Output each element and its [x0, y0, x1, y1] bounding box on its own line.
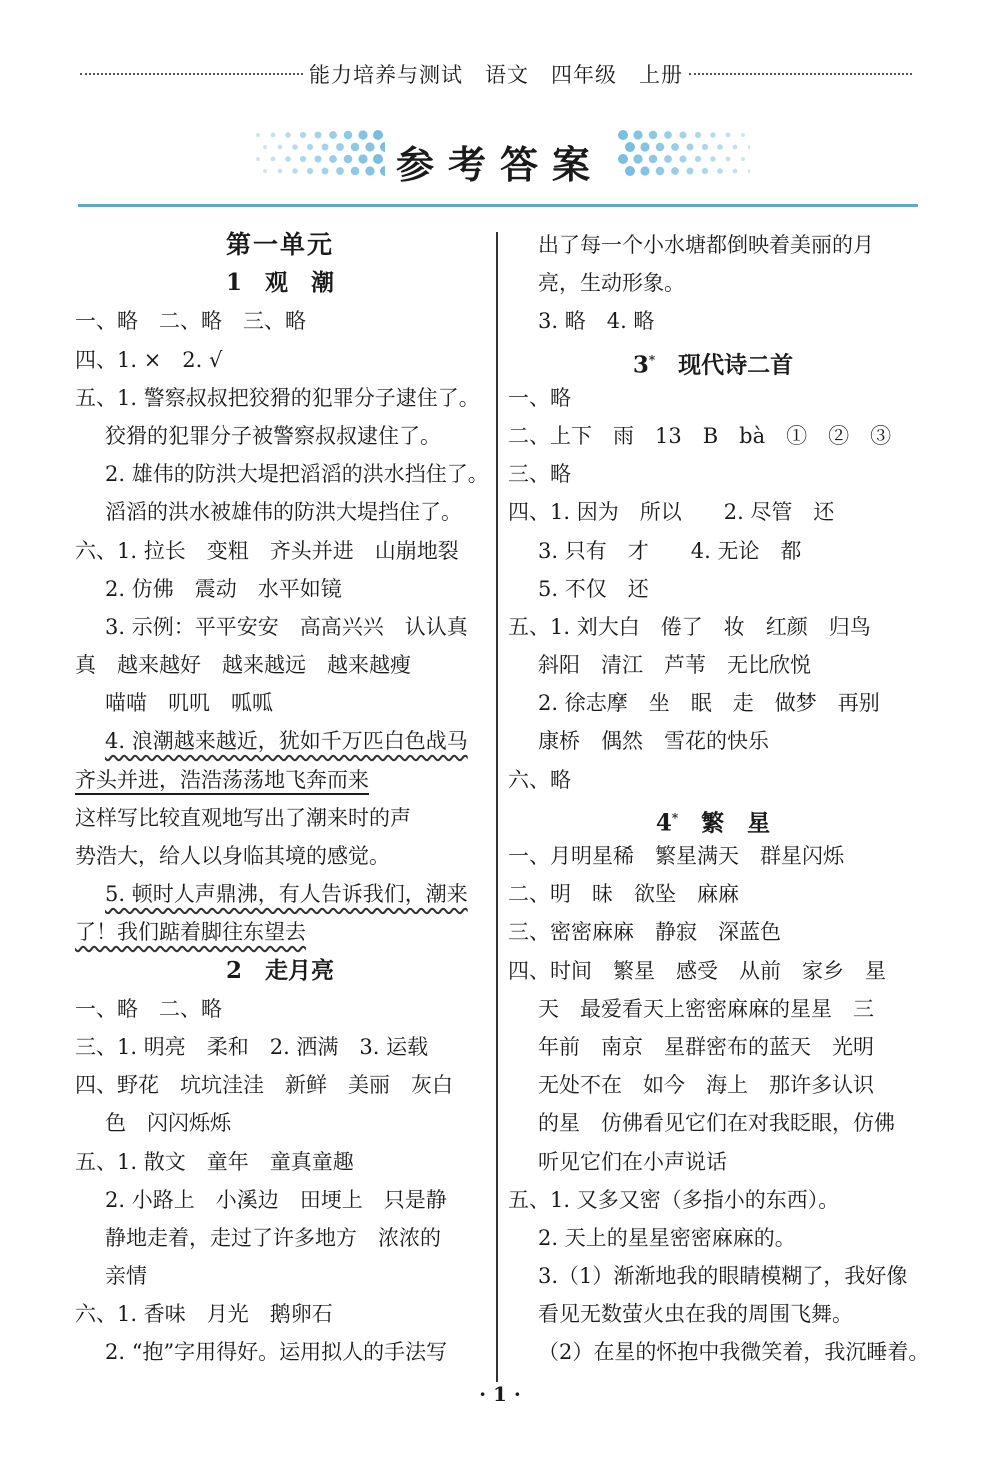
answer-line: 六、1. 拉长 变粗 齐头并进 山崩地裂: [75, 538, 459, 563]
title-banner: [240, 120, 760, 195]
answer-line: 四、1. 因为 所以 2. 尽管 还: [508, 500, 835, 525]
answer-line: 一、略 二、略 三、略: [75, 309, 306, 334]
decorative-dot: [625, 166, 635, 176]
decorative-dot: [695, 132, 701, 138]
header-dots-right: [689, 73, 912, 75]
answer-line: 势浩大，给人以身临其境的感觉。: [75, 844, 390, 868]
answer-line: 5. 不仅 还: [538, 576, 649, 601]
answer-line: 2. 仿佛 震动 水平如镜: [105, 576, 342, 601]
decorative-dot: [680, 156, 687, 163]
decorative-dot: [640, 142, 649, 151]
answer-line: 五、1. 刘大白 倦了 妆 红颜 归鸟: [508, 614, 871, 639]
answer-line: 2. 小路上 小溪边 田埂上 只是静: [105, 1187, 447, 1212]
decorative-dot: [671, 143, 679, 151]
answer-line: 四、1. × 2. √: [75, 347, 223, 372]
underlined-sentence: 齐头并进，浩浩荡荡地飞奔而来: [75, 767, 369, 792]
answer-line: [75, 875, 485, 913]
answer-line: 的星 仿佛看见它们在对我眨眼，仿佛: [538, 1111, 895, 1136]
underlined-sentence: 5. 顿时人声鼎沸，有人告诉我们，潮来: [105, 882, 468, 907]
page-number: · 1 ·: [479, 1382, 521, 1406]
answer-line: 四、野花 坑坑洼洼 新鲜 美丽 灰白: [75, 1073, 453, 1098]
answer-line: 五、1. 警察叔叔把狡猾的犯罪分子逮住了。: [75, 385, 480, 410]
decorative-dot: [687, 144, 694, 151]
decorative-dot: [633, 154, 642, 163]
decorative-dot: [733, 169, 738, 174]
answer-line: 一、略: [508, 385, 571, 410]
decorative-dot: [680, 132, 687, 139]
lesson-number: 3: [632, 351, 649, 379]
answer-line: 三、1. 明亮 柔和 2. 洒满 3. 运载: [75, 1034, 429, 1059]
decorative-dot: [671, 167, 679, 175]
page-header: [80, 58, 912, 90]
decorative-dot: [741, 133, 745, 137]
answer-line: 3.（1）渐渐地我的眼睛模糊了，我好像: [538, 1264, 908, 1289]
underlined-sentence: 4. 浪潮越来越近，犹如千万匹白色战马: [105, 729, 468, 754]
answer-line: 斜阳 清江 芦苇 无比欣悦: [538, 653, 811, 678]
answer-line: 2. 雄伟的防洪大堤把滔滔的洪水挡住了。: [105, 462, 489, 487]
answer-line: 看见无数萤火虫在我的周围飞舞。: [538, 1302, 853, 1327]
title-rule: [78, 204, 918, 207]
decorative-dot: [664, 155, 672, 163]
decorative-dot: [656, 143, 665, 152]
decorative-dot: [710, 156, 716, 162]
optional-mark: *: [671, 810, 679, 825]
answer-line: 静地走着，走过了许多地方 浓浓的: [105, 1225, 441, 1250]
answer-line: 狡猾的犯罪分子被警察叔叔逮住了。: [105, 423, 441, 448]
answer-line: [75, 761, 485, 799]
optional-mark: *: [648, 352, 656, 367]
answer-line: 真 越来越好 越来越远 越来越瘦: [75, 653, 411, 678]
answer-line: 三、略: [508, 462, 571, 487]
decorative-dot: [702, 144, 708, 150]
unit-heading: 第一单元: [225, 230, 334, 259]
answer-line: 色 闪闪烁烁: [105, 1111, 231, 1136]
decorative-dots-right: [615, 128, 750, 180]
answer-line: 四、时间 繁星 感受 从前 家乡 星: [508, 958, 886, 983]
answer-line: 3. 示例：平平安安 高高兴兴 认认真: [105, 614, 468, 639]
column-divider: [496, 232, 498, 1382]
lesson-title: 现代诗二首: [655, 351, 794, 379]
header-text: 能力培养与测试 语文 四年级 上册: [309, 63, 683, 87]
decorative-dot: [748, 169, 750, 173]
decorative-dot: [717, 144, 723, 150]
decorative-dot: [748, 145, 750, 149]
decorative-dot: [625, 142, 635, 152]
answer-line: 五、1. 又多又密（多指小的东西）。: [508, 1187, 840, 1212]
decorative-dot: [717, 168, 723, 174]
answer-line: 三、密密麻麻 静寂 深蓝色: [508, 920, 781, 945]
answer-line: 二、明 昧 欲坠 麻麻: [508, 882, 739, 907]
underlined-sentence: 了！我们踮着脚往东望去: [75, 920, 306, 945]
answer-line: 无处不在 如今 海上 那许多认识: [538, 1073, 874, 1098]
answer-line: 出了每一个小水塘都倒映着美丽的月: [538, 233, 874, 257]
header-dots-left: [80, 73, 303, 75]
decorative-dot: [733, 145, 738, 150]
answer-line: 滔滔的洪水被雄伟的防洪大堤挡住了。: [105, 500, 462, 525]
lesson-title: 繁 星: [678, 809, 771, 837]
lesson-heading: 1 观 潮: [225, 269, 334, 297]
answer-line: 年前 南京 星群密布的蓝天 光明: [538, 1034, 874, 1059]
decorative-dot: [687, 168, 694, 175]
decorative-dot: [618, 130, 628, 140]
lesson-heading: [508, 341, 918, 379]
lesson-number: 4: [655, 809, 672, 837]
answer-line: 这样写比较直观地写出了潮来时的声: [75, 805, 411, 830]
answer-line: 康桥 偶然 雪花的快乐: [538, 729, 769, 754]
decorative-dot: [656, 167, 665, 176]
decorative-dot: [702, 168, 708, 174]
answer-line: 2. 徐志摩 坐 眠 走 做梦 再别: [538, 691, 880, 716]
decorative-dot: [726, 157, 731, 162]
answer-line: 亲情: [105, 1264, 147, 1289]
page-title: 参考答案: [395, 142, 604, 187]
decorative-dot: [633, 130, 642, 139]
answer-line: 3. 只有 才 4. 无论 都: [538, 538, 802, 563]
answer-line: 3. 略 4. 略: [538, 309, 655, 334]
answer-line: 六、略: [508, 767, 571, 792]
decorative-dot: [649, 131, 658, 140]
decorative-dot: [664, 131, 672, 139]
decorative-dot: [741, 157, 745, 161]
answer-line: [75, 722, 485, 760]
answer-line: （2）在星的怀抱中我微笑着，我沉睡着。: [538, 1340, 930, 1365]
answer-line: 2. 天上的星星密密麻麻的。: [538, 1225, 796, 1250]
answer-line: 一、月明星稀 繁星满天 群星闪烁: [508, 844, 844, 868]
decorative-dot: [649, 155, 658, 164]
decorative-dot: [710, 132, 716, 138]
answer-line: 2. “抱”字用得好。运用拟人的手法写: [105, 1340, 448, 1365]
answer-line: 一、略 二、略: [75, 996, 222, 1021]
answer-column-right: [508, 226, 930, 1372]
decorative-dot: [618, 154, 628, 164]
decorative-dot: [726, 133, 731, 138]
answer-line: 五、1. 散文 童年 童真童趣: [75, 1149, 354, 1174]
lesson-heading: [508, 799, 918, 837]
decorative-dot: [640, 166, 649, 175]
answer-line: 天 最爱看天上密密麻麻的星星 三: [538, 996, 874, 1021]
answer-line: 亮，生动形象。: [538, 271, 685, 296]
answer-line: 喵喵 叽叽 呱呱: [105, 691, 273, 716]
lesson-heading: 2 走月亮: [225, 956, 334, 984]
answer-line: 二、上下 雨 13 B bà ① ② ③: [508, 423, 892, 448]
answer-line: 六、1. 香味 月光 鹅卵石: [75, 1302, 333, 1327]
answer-line: [75, 913, 485, 951]
answer-line: 听见它们在小声说话: [538, 1149, 727, 1174]
answer-column-left: [75, 226, 489, 1372]
decorative-dot: [695, 156, 701, 162]
